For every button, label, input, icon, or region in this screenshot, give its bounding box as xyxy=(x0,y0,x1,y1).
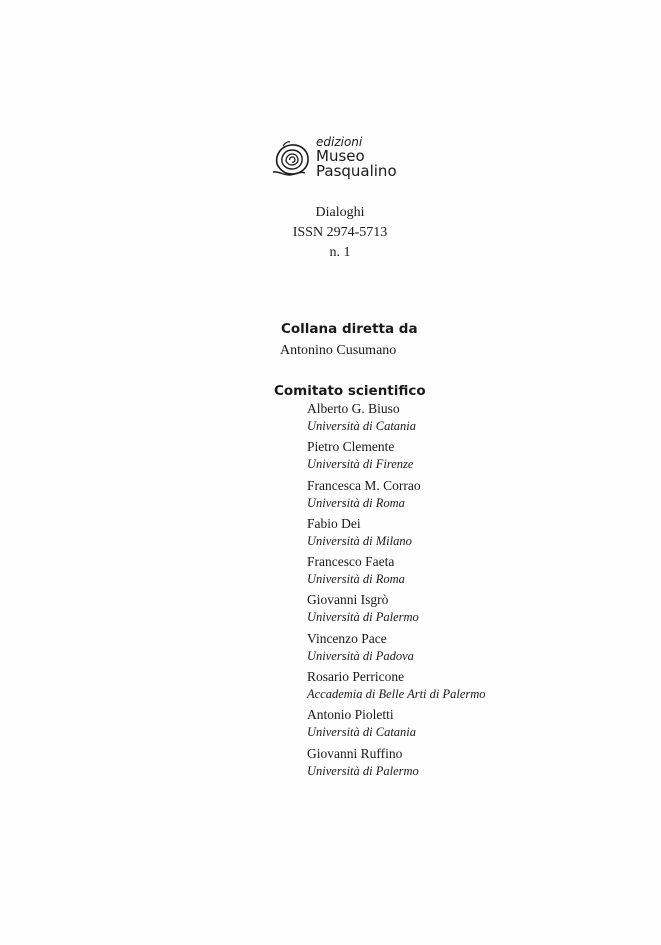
committee-member xyxy=(307,707,486,745)
committee-member xyxy=(307,592,486,630)
member-name: Vincenzo Pace xyxy=(307,630,387,646)
publisher-logo xyxy=(271,136,411,180)
member-affiliation: Università di Catania xyxy=(307,419,417,433)
committee-member xyxy=(307,516,486,554)
member-affiliation: Università di Palermo xyxy=(307,763,419,778)
series-issn: ISSN 2974-5713 xyxy=(292,225,388,240)
spiral-logo-icon xyxy=(271,138,315,178)
member-name: Pietro Clemente xyxy=(307,439,395,455)
committee-member xyxy=(307,631,486,669)
member-name: Francesco Faeta xyxy=(307,554,395,570)
committee-list xyxy=(307,401,486,784)
member-name: Giovanni Ruffino xyxy=(307,745,403,761)
member-name: Rosario Perricone xyxy=(307,669,405,685)
committee-member xyxy=(307,554,486,592)
committee-member xyxy=(307,439,486,477)
logo-line-1: Museo xyxy=(316,147,365,165)
member-name: Fabio Dei xyxy=(307,515,361,531)
member-affiliation: Università di Catania xyxy=(307,725,417,740)
member-name: Giovanni Isgrò xyxy=(307,592,389,608)
member-name: Antonio Pioletti xyxy=(307,707,394,723)
committee-member xyxy=(307,746,486,784)
member-affiliation: Università di Roma xyxy=(307,572,405,587)
committee-label: Comitato scientifico xyxy=(274,383,426,399)
member-affiliation: Università di Firenze xyxy=(307,457,414,472)
director-label: Collana diretta da xyxy=(281,321,418,337)
member-name: Alberto G. Biuso xyxy=(307,401,400,416)
committee-member xyxy=(307,478,486,516)
member-affiliation: Università di Padova xyxy=(307,648,414,663)
member-affiliation: Università di Roma xyxy=(307,495,405,510)
member-affiliation: Università di Palermo xyxy=(307,610,419,625)
committee-member xyxy=(307,401,486,439)
member-affiliation: Università di Milano xyxy=(307,533,412,548)
logo-small-text: edizioni xyxy=(316,135,363,149)
committee-member xyxy=(307,669,486,707)
series-name: Dialoghi xyxy=(315,205,365,220)
director-name: Antonino Cusumano xyxy=(280,343,397,358)
member-affiliation: Accademia di Belle Arti di Palermo xyxy=(307,687,486,702)
series-info xyxy=(260,203,420,263)
series-number: n. 1 xyxy=(329,245,351,260)
logo-line-2: Pasqualino xyxy=(316,162,397,180)
member-name: Francesca M. Corrao xyxy=(307,477,421,493)
